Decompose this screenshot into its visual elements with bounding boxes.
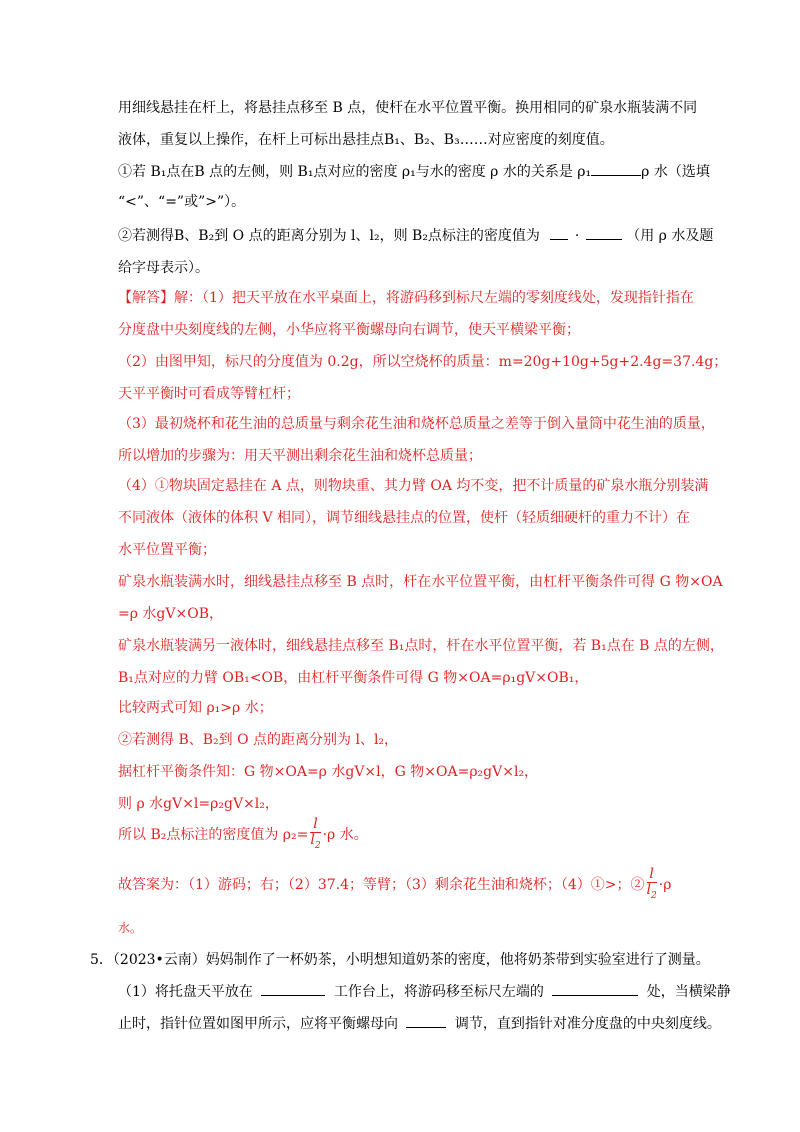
answer-line: （4）①物块固定悬挂在 A 点，则物块重、其力臂 OA 均不变，把不计质量的矿泉水瓶分别装满 [118,478,709,494]
answer-line: 【解答】解：（1）把天平放在水平桌面上，将游码移到标尺左端的零刻度线处，发现指针指在 [118,290,694,306]
answer-line: 据杠杆平衡条件知：G 物×OA=ρ 水gV×l，G 物×OA=ρ₂gV×l₂， [118,764,539,780]
answer-blank [591,163,641,176]
answer-blank [550,227,568,240]
question-text-line: 用细线悬挂在杆上，将悬挂点移至 B 点，使杆在水平位置平衡。换用相同的矿泉水瓶装满不同 [118,100,698,116]
final-answer-line: 故答案为：（1）游码；右；（2）37.4；等臂；（3）剩余花生油和烧杯；（4）①>；② $\frac{l}{l_2}$ ·ρ [118,862,671,908]
answer-line: 分度盘中央刻度线的左侧，小华应将平衡螺母向右调节，使天平横梁平衡； [118,322,580,338]
answer-line: 比较两式可知 ρ₁>ρ 水； [118,700,273,716]
answer-line: 水平位置平衡； [118,542,216,558]
answer-line: =ρ 水gV×OB， [118,606,223,622]
answer-line: B₁点对应的力臂 OB₁<OB，由杠杆平衡条件可得 G 物×OA=ρ₁gV×OB₁， [118,670,589,686]
fraction: $\frac{l}{l_2}$ [310,815,321,851]
fraction: $\frac{l}{l_2}$ [646,865,657,901]
question-5-title: 5．（2023•云南）妈妈制作了一杯奶茶，小明想知道奶茶的密度，他将奶茶带到实验室进行了测量。 [90,952,710,968]
answer-line: 矿泉水瓶装满水时，细线悬挂点移至 B 点时，杆在水平位置平衡，由杠杆平衡条件可得 G 物×OA [118,574,723,590]
sub-question-1-options: “<”、“=”或”>”）。 [118,194,246,210]
sub-question-1: ①若 B₁点在B 点的左侧，则 B₁点对应的密度 ρ₁与水的密度 ρ 水的关系是 ρ₁ ρ 水（选填 [118,164,710,180]
question-5-part-1-cont: 止时，指针位置如图甲所示，应将平衡螺母向 调节，直到指针对准分度盘的中央刻度线。 [118,1016,721,1032]
answer-line: （3）最初烧杯和花生油的总质量与剩余花生油和烧杯总质量之差等于倒入量筒中花生油的质量， [118,416,715,432]
answer-line: 不同液体（液体的体积 V 相同），调节细线悬挂点的位置，使杆（轻质细硬杆的重力不计）在 [118,510,691,526]
final-answer-cont: 水。 [118,921,143,935]
answer-line: 矿泉水瓶装满另一液体时，细线悬挂点移至 B₁点时，杆在水平位置平衡，若 B₁点在 B 点的左侧， [118,638,724,654]
answer-blank [261,983,325,996]
sub-question-2-cont: 给字母表示）。 [118,260,209,276]
sub-question-2: ②若测得B、B₂到 O 点的距离分别为 l、l₂，则 B₂点标注的密度值为 · （用 ρ 水及题 [118,228,714,244]
answer-blank [552,983,638,996]
answer-blank [406,1015,446,1028]
answer-line: （2）由图甲知，标尺的分度值为 0.2g，所以空烧杯的质量：m=20g+10g+5g+2.4g=37.4g； [118,354,728,370]
answer-blank [586,227,622,240]
question-text-line: 液体，重复以上操作，在杆上可标出悬挂点B₁、B₂、B₃……对应密度的刻度值。 [118,132,614,148]
answer-line: ②若测得 B、B₂到 O 点的距离分别为 l、l₂， [118,732,399,748]
answer-line: 则 ρ 水gV×l=ρ₂gV×l₂， [118,796,279,812]
answer-line: 所以增加的步骤为：用天平测出剩余花生油和烧杯总质量； [118,448,482,464]
answer-line: 天平平衡时可看成等臂杠杆； [118,386,300,402]
answer-tag: 【解答】 [118,290,174,306]
question-5-part-1: （1）将托盘天平放在 工作台上，将游码移至标尺左端的 处，当横梁静 [118,984,731,1000]
answer-line-fraction: 所以 B₂点标注的密度值为 ρ₂= $\frac{l}{l_2}$ ·ρ 水。 [118,812,368,858]
